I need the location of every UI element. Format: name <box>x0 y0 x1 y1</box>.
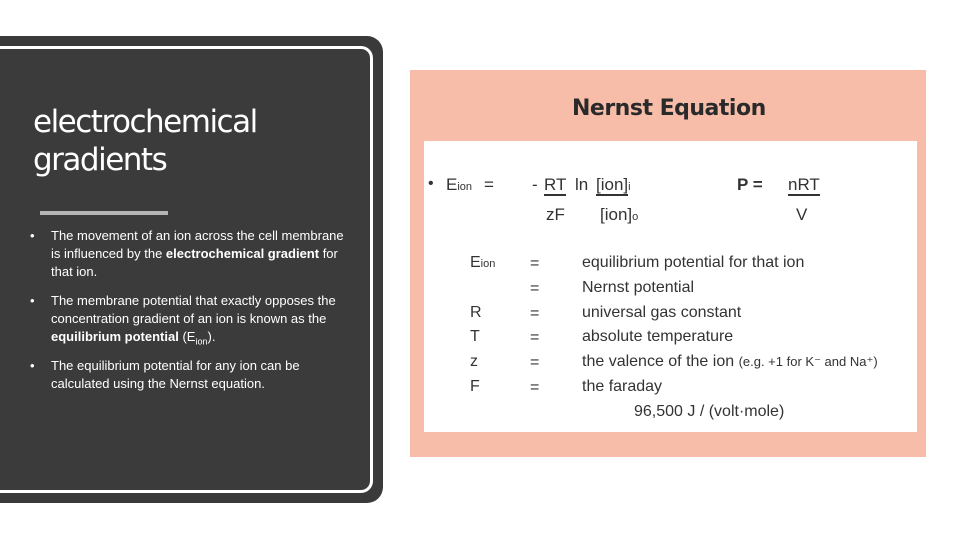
v-denominator: V <box>796 205 808 224</box>
def-equals: = <box>530 280 540 297</box>
def-symbol-e-ion: Eion <box>470 254 496 271</box>
equation-bullet: • <box>428 175 434 192</box>
e-ion-symbol: Eion <box>446 175 473 194</box>
bullet-item-2: • The membrane potential that exactly opposes the concentration gradient of an ion is known as the equilibrium potential $(E_{ion})$. <box>30 292 345 346</box>
slide-title <box>33 103 353 179</box>
def-text: the valence of the ion (e.g. +1 for K⁻ and Na⁺) <box>582 353 878 370</box>
def-text: Nernst potential <box>582 279 695 296</box>
title-line-2: gradients <box>33 142 167 178</box>
def-text: absolute temperature <box>582 328 734 345</box>
def-symbol-t: T <box>470 328 480 345</box>
bold-term: equilibrium potential <box>51 329 179 344</box>
bullet-item-3: • The equilibrium potential for any ion can be calculated using the Nernst equation. <box>30 357 345 393</box>
def-text: the faraday <box>582 378 663 395</box>
def-text: equilibrium potential for that ion <box>582 254 805 271</box>
rt-numerator: RT <box>544 175 567 194</box>
minus-sign: - <box>532 175 538 194</box>
valence-note: (e.g. +1 for K⁻ and Na⁺) <box>738 354 878 369</box>
nrt-numerator: nRT <box>788 175 820 194</box>
def-equals: = <box>530 379 540 396</box>
p-label: P = <box>737 175 763 194</box>
def-symbol-z: z <box>470 353 478 370</box>
def-symbol-r: R <box>470 304 482 321</box>
zf-denominator: zF <box>546 205 565 224</box>
bullet-item-1: • The movement of an ion across the cell membrane is influenced by the electrochemical gradient for that ion. <box>30 227 345 281</box>
ln-operator: ln <box>575 175 589 194</box>
def-equals: = <box>530 329 540 346</box>
title-line-1: electrochemical <box>33 104 257 140</box>
def-text: universal gas constant <box>582 304 742 321</box>
def-equals: = <box>530 255 540 272</box>
ion-inside: [ion]i <box>596 175 631 194</box>
title-divider <box>40 211 168 215</box>
bold-term: electrochemical gradient <box>165 246 320 261</box>
def-symbol-f: F <box>470 378 480 395</box>
panel-title: Nernst Equation <box>572 96 766 121</box>
def-equals: = <box>530 305 540 322</box>
def-equals: = <box>530 354 540 371</box>
equation-equals: = <box>484 175 494 194</box>
bullet-list <box>30 227 345 404</box>
faraday-value: 96,500 J / (volt·mole) <box>634 403 785 420</box>
ion-outside: [ion]o <box>600 205 639 224</box>
